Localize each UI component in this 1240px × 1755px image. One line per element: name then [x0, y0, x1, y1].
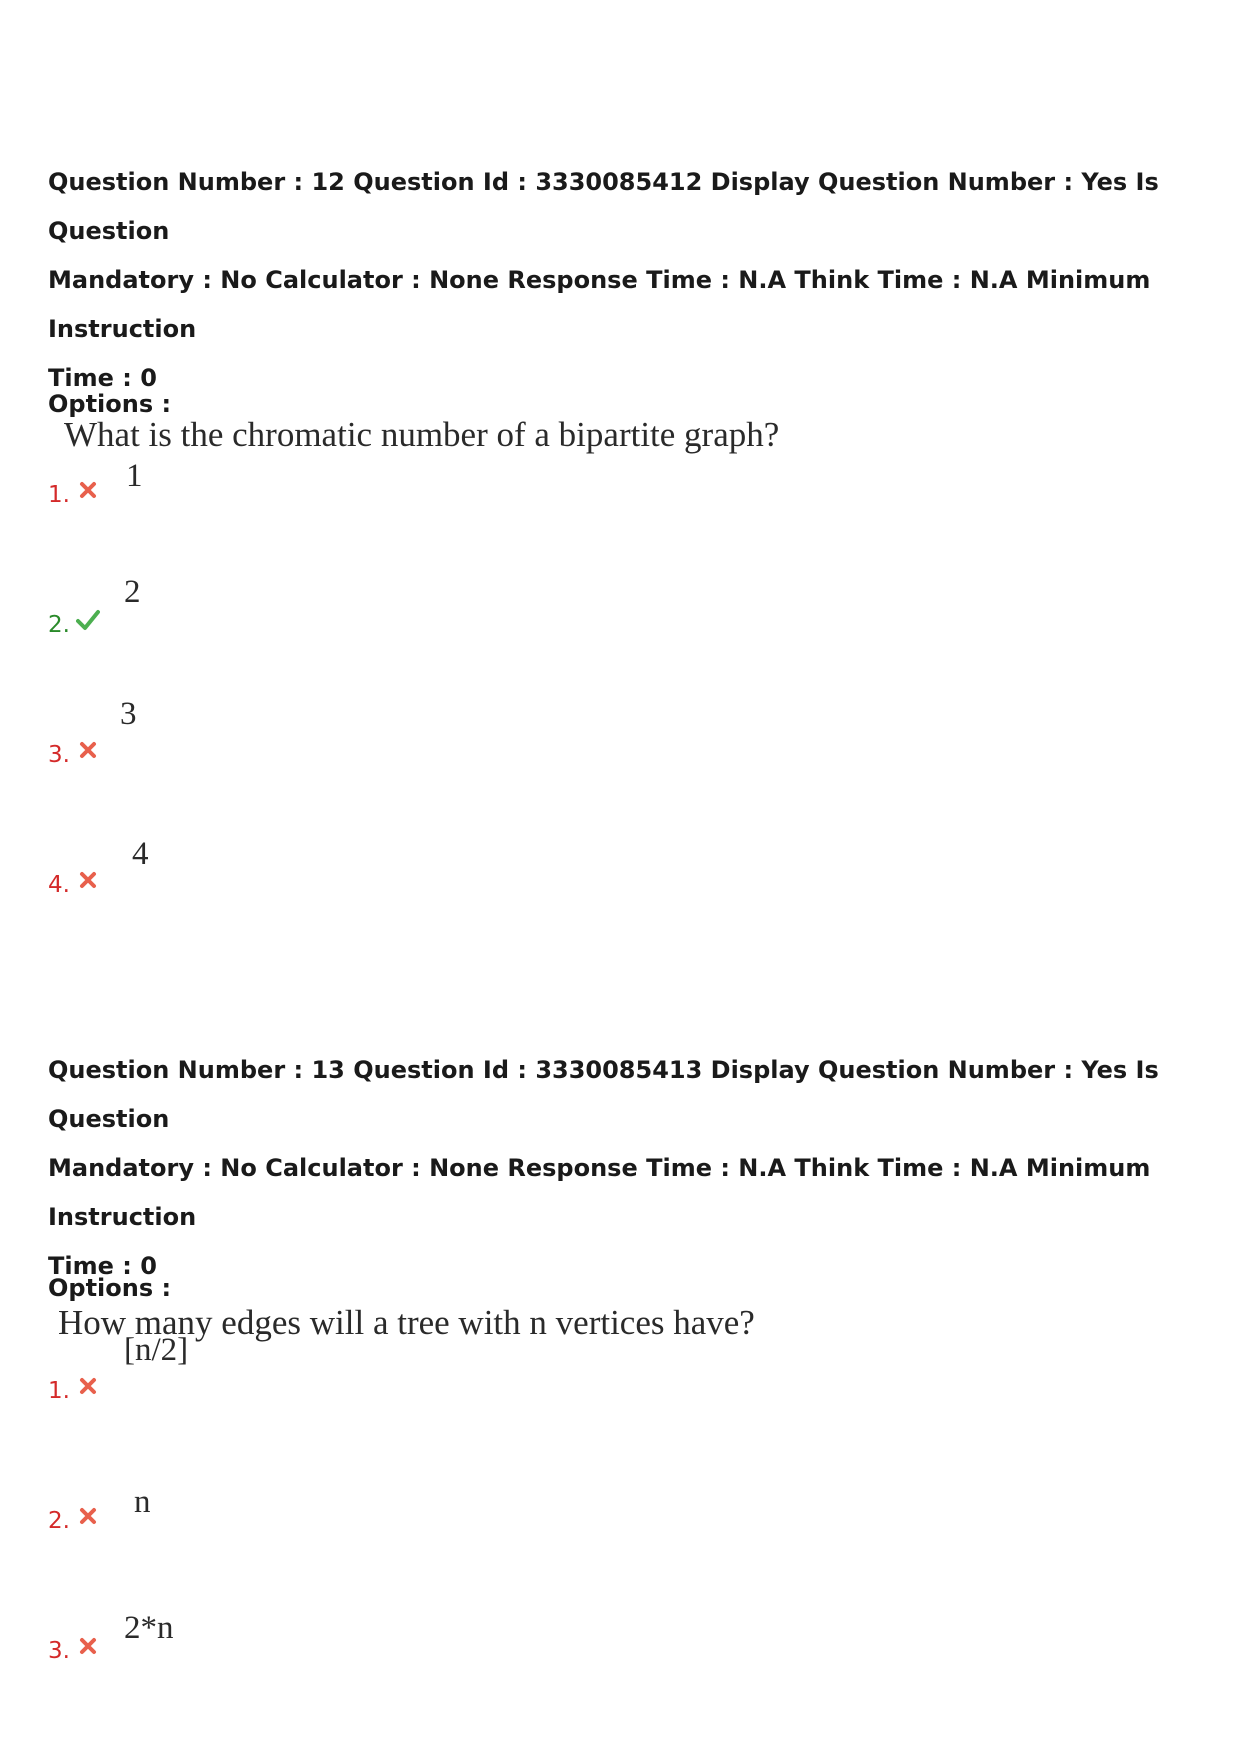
option-2: [48, 574, 648, 648]
option-number: 1.: [48, 1378, 70, 1404]
options-label: Options :: [48, 1274, 172, 1302]
cross-icon: [78, 1636, 98, 1656]
question-meta-line-3: Time : 0: [48, 364, 157, 392]
option-3: [48, 1610, 648, 1696]
cross-icon: [78, 740, 98, 760]
option-number: 3.: [48, 742, 70, 768]
option-text: n: [134, 1484, 151, 1520]
cross-icon: [78, 1376, 98, 1396]
question-meta-line-1: Question Number : 13 Question Id : 3330085413 Display Question Number : Yes Is Question: [48, 1056, 1159, 1133]
option-1: [48, 1332, 648, 1436]
question-meta-line-3: Time : 0: [48, 1252, 157, 1280]
cross-icon: [78, 480, 98, 500]
question-12: [48, 158, 1208, 898]
cross-icon: [78, 1506, 98, 1526]
question-meta-line-1: Question Number : 12 Question Id : 3330085412 Display Question Number : Yes Is Question: [48, 168, 1159, 245]
option-number: 3.: [48, 1638, 70, 1664]
question-meta-line-2: Mandatory : No Calculator : None Response Time : N.A Think Time : N.A Minimum Instruction: [48, 1154, 1151, 1231]
question-text: What is the chromatic number of a bipartite graph?: [64, 415, 780, 454]
question-13: [48, 1046, 1208, 1664]
option-3: [48, 696, 648, 778]
option-1: [48, 458, 648, 518]
question-meta-line-2: Mandatory : No Calculator : None Response Time : N.A Think Time : N.A Minimum Instruction: [48, 266, 1151, 343]
option-number: 2.: [48, 1508, 70, 1534]
options-label: Options :: [48, 390, 172, 418]
option-number: 2.: [48, 612, 70, 638]
option-2: [48, 1484, 648, 1566]
option-4: [48, 836, 648, 908]
question-text: How many edges will a tree with n vertices have?: [58, 1303, 755, 1342]
cross-icon: [78, 870, 98, 890]
option-text: 1: [126, 458, 143, 494]
option-number: 4.: [48, 872, 70, 898]
option-text: 3: [120, 696, 137, 732]
option-text: 4: [132, 836, 149, 872]
option-text: [n/2]: [124, 1332, 189, 1368]
option-text: 2*n: [124, 1610, 174, 1646]
option-text: 2: [124, 574, 141, 610]
check-icon: [76, 609, 100, 631]
option-number: 1.: [48, 482, 70, 508]
